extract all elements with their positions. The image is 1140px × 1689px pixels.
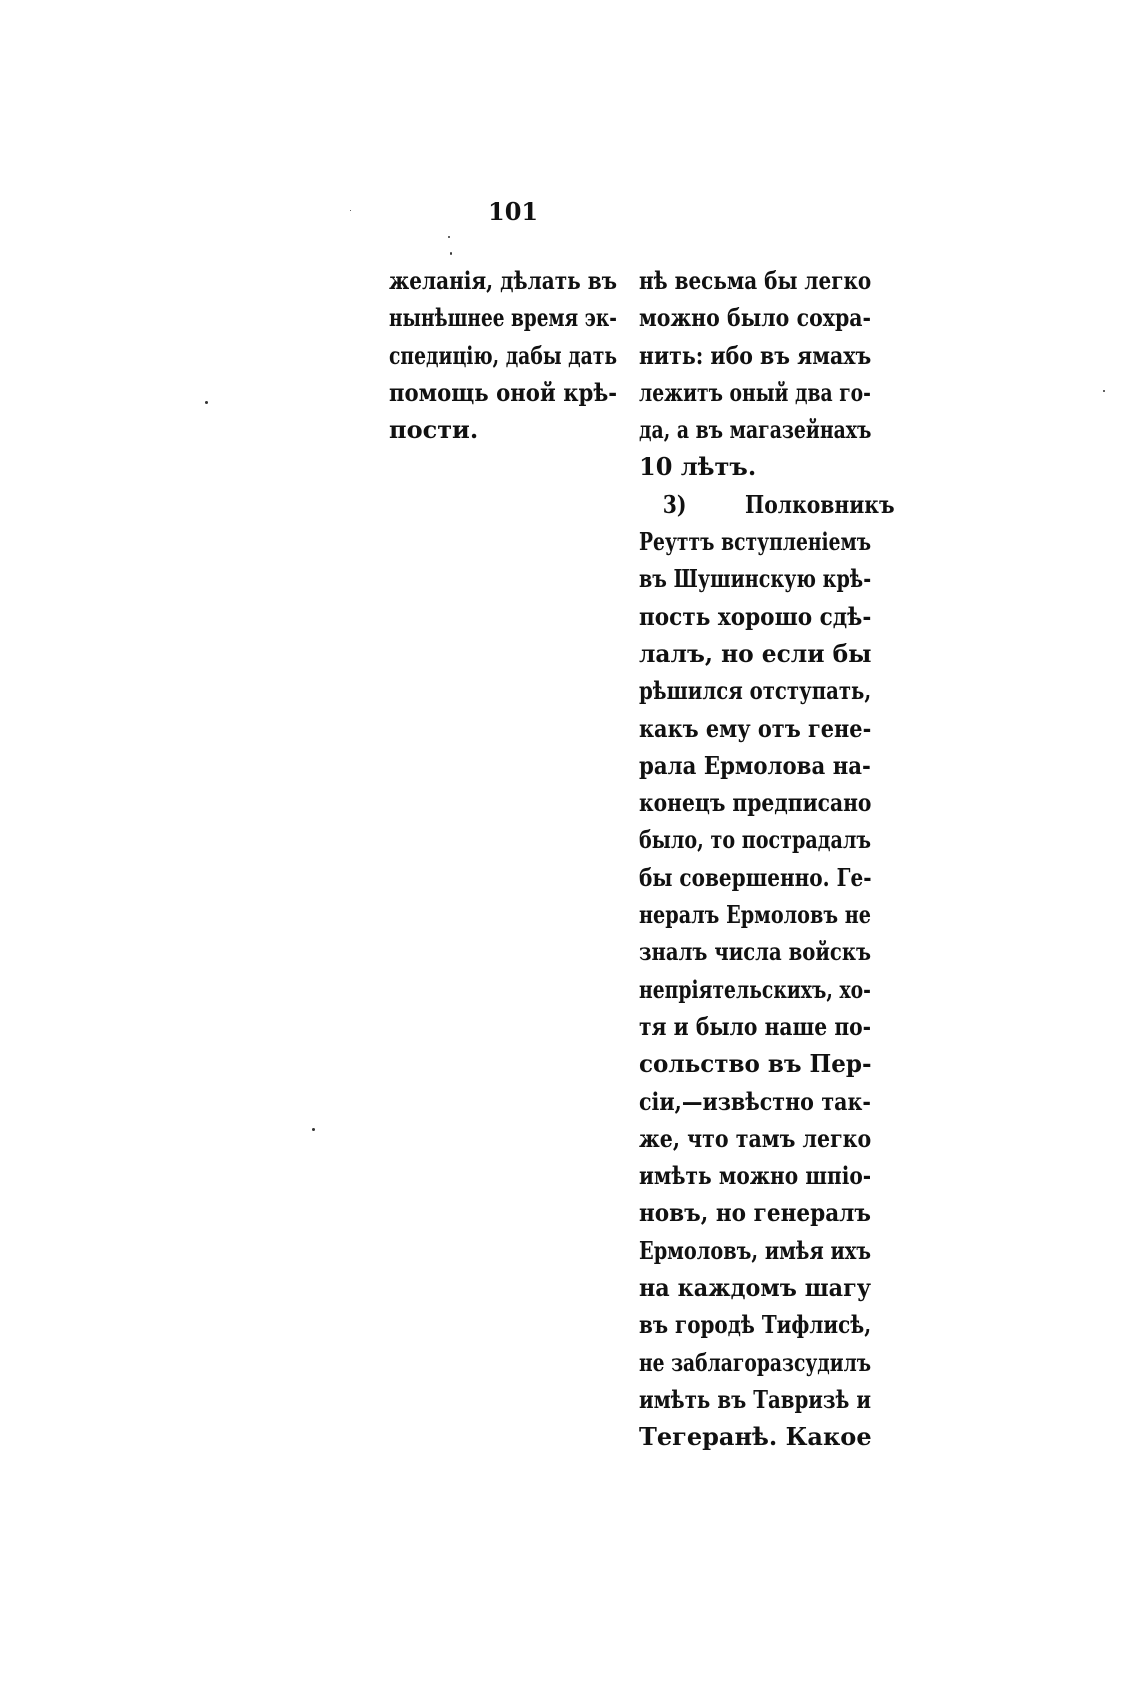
- text-line: сіи,—извѣстно так-: [639, 1086, 871, 1116]
- text-line: 10 лѣтъ.: [639, 452, 757, 482]
- text-line: помощь оной крѣ-: [389, 377, 618, 407]
- text-line: можно было сохра-: [639, 303, 872, 333]
- text-line: да, а въ магазейнахъ: [639, 415, 872, 445]
- text-line: имѣть въ Тавризѣ и: [639, 1384, 872, 1414]
- text-line: новъ, но генералъ: [639, 1198, 871, 1228]
- text-line: на каждомъ шагу: [639, 1273, 871, 1303]
- text-line: было, то пострадалъ: [639, 825, 872, 855]
- text-line: сольство въ Пер-: [639, 1049, 872, 1079]
- text-line: непріятельскихъ, хо-: [639, 974, 871, 1004]
- text-line: желанія, дѣлать въ: [389, 266, 617, 295]
- text-line: нить: ибо въ ямахъ: [639, 340, 872, 370]
- text-line: 3) Полковникъ: [662, 489, 895, 519]
- text-line: въ городѣ Тифлисѣ,: [639, 1310, 872, 1340]
- text-line: какъ ему отъ гене-: [639, 713, 872, 743]
- text-line: лалъ, но если бы: [639, 638, 872, 668]
- text-line: не заблагоразсудилъ: [639, 1347, 872, 1377]
- scan-speck: [450, 252, 452, 255]
- scan-speck: [205, 401, 208, 404]
- text-line: рала Ермолова на-: [639, 750, 871, 780]
- left-column: [389, 262, 617, 448]
- text-line: тя и было наше по-: [639, 1011, 872, 1041]
- scan-speck: [1103, 390, 1105, 392]
- text-line: лежитъ оный два го-: [639, 377, 871, 407]
- right-column: [639, 262, 895, 1456]
- text-line: Ермоловъ, имѣя ихъ: [639, 1235, 872, 1265]
- scan-speck: [448, 236, 450, 238]
- text-line: въ Шушинскую крѣ-: [639, 564, 872, 594]
- text-line: нералъ Ермоловъ не: [639, 900, 871, 930]
- scan-speck: [312, 1128, 315, 1131]
- text-line: пости.: [389, 415, 479, 445]
- text-line: пость хорошо сдѣ-: [639, 601, 872, 631]
- text-line: же, что тамъ легко: [639, 1123, 872, 1153]
- text-line: имѣть можно шпіо-: [639, 1161, 872, 1191]
- text-line: спедицію, дабы дать: [389, 340, 618, 370]
- text-line: Реуттъ вступленіемъ: [639, 527, 872, 557]
- text-line: нынѣшнее время эк-: [389, 303, 617, 333]
- scan-speck: [350, 210, 351, 211]
- text-line: Тегеранѣ. Какое: [639, 1422, 872, 1452]
- text-line: рѣшился отступать,: [639, 676, 872, 706]
- text-line: нѣ весьма бы легко: [639, 266, 872, 295]
- text-line: бы совершенно. Ге-: [639, 862, 872, 892]
- text-line: зналъ числа войскъ: [639, 937, 872, 967]
- text-line: конецъ предписано: [639, 788, 872, 818]
- page-number: 101: [488, 197, 539, 226]
